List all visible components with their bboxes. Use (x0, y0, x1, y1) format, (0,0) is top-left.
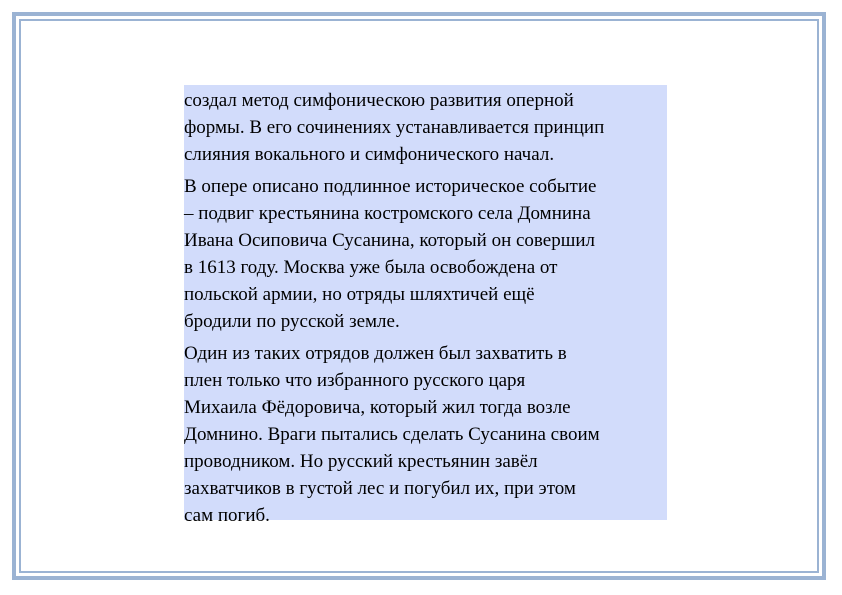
text-line: плен только что избранного русского царя (184, 370, 526, 391)
text-line: проводником. Но русский крестьянин завёл (184, 451, 538, 472)
text-line: захватчиков в густой лес и погубил их, при этом (184, 478, 576, 499)
text-line: формы. В его сочинениях устанавливается принцип (184, 117, 605, 138)
text-line: слияния вокального и симфонического начал. (184, 144, 555, 165)
text-line: польской армии, но отряды шляхтичей ещё (184, 284, 535, 305)
text-line: в 1613 году. Москва уже была освобождена от (184, 257, 558, 278)
text-line: Один из таких отрядов должен был захватить в (184, 343, 567, 364)
text-line: сам погиб. (184, 505, 270, 526)
text-line: бродили по русской земле. (184, 311, 400, 332)
text-line: В опере описано подлинное историческое событие (184, 176, 597, 197)
text-box (184, 85, 667, 526)
text-line: – подвиг крестьянина костромского села Домнина (184, 203, 591, 224)
text-line: Ивана Осиповича Сусанина, который он совершил (184, 230, 596, 251)
text-line: создал метод симфоническою развития оперной (184, 90, 574, 111)
text-line: Михаила Фёдоровича, который жил тогда возле (184, 397, 571, 418)
paragraph-2 (184, 173, 667, 335)
paragraph-3 (184, 340, 667, 529)
paragraph-1 (184, 87, 667, 168)
text-line: Домнино. Враги пытались сделать Сусанина своим (184, 424, 600, 445)
